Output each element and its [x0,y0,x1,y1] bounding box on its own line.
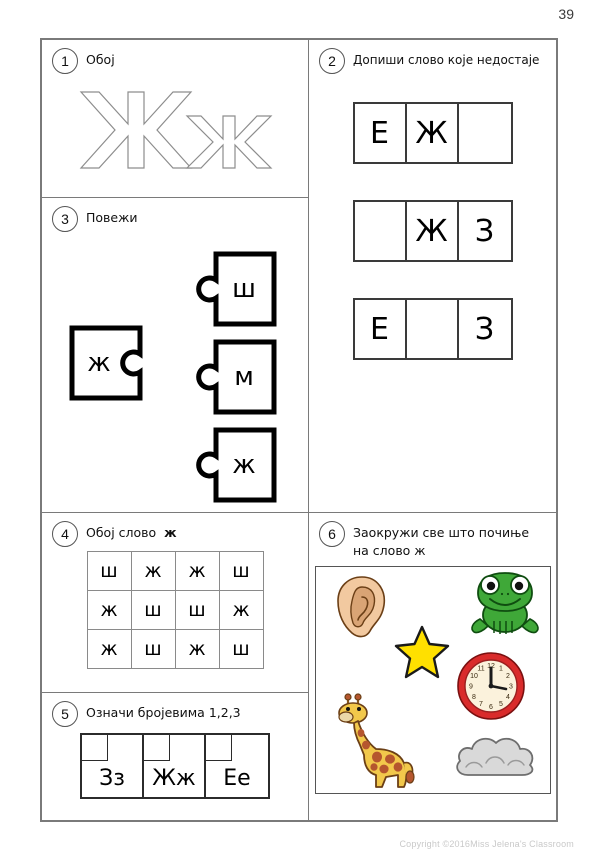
svg-text:3: 3 [508,683,513,691]
task-5-body [42,733,308,799]
word-cell[interactable]: Ж [407,104,459,162]
svg-text:7: 7 [478,701,483,709]
task-1-title: Обој [86,52,115,67]
task-5-header [42,693,308,727]
task-4-target-letter: ж [164,525,177,540]
mark-number-box[interactable] [206,735,232,761]
task-2-body [309,102,556,360]
table-row [87,552,263,591]
puzzle-piece-right-1-letter: ш [232,274,256,304]
task-6-title-wrap [319,521,556,560]
task-4-header [42,513,308,547]
grid-cell[interactable]: ш [131,630,175,669]
word-row [353,200,513,262]
task-6-title [353,521,529,560]
task-2 [309,40,556,513]
word-cell[interactable]: З [474,311,495,347]
page-number: 39 [558,6,574,22]
task-3-title: Повежи [86,210,138,225]
task-5-numbers: 1,2,3 [208,705,241,720]
word-row-wrap [309,200,556,262]
task-4-body [42,551,308,669]
word-cell[interactable]: Ж [407,202,459,260]
task-6-header [309,513,556,560]
grid-cell[interactable]: ш [219,630,263,669]
task-3-header [42,198,308,232]
task-1-header [42,40,308,74]
puzzle-piece-right-2-letter: м [234,362,254,392]
task-6-title-line-2: на слово ж [353,543,426,559]
task-2-number: 2 [319,48,345,74]
task-5-title [86,701,241,722]
cloud-icon[interactable] [452,733,538,781]
task-3 [42,198,308,513]
table-row [87,591,263,630]
puzzle-piece-left-letter: ж [87,348,111,378]
task-6-number: 6 [319,521,345,547]
grid-cell[interactable]: ш [175,591,219,630]
task-2-title: Допиши слово које недостаје [353,53,540,67]
word-row-wrap [309,102,556,164]
clock-icon[interactable] [456,651,526,721]
svg-text:11: 11 [476,665,485,673]
word-cell[interactable]: Е [355,104,407,162]
svg-text:10: 10 [469,673,478,681]
word-cell[interactable]: З [474,213,495,249]
word-row-wrap [309,298,556,360]
task-1-number: 1 [52,48,78,74]
ear-icon[interactable] [332,575,388,639]
mark-cell[interactable] [144,735,206,797]
copyright-notice: Copyright ©2016Miss Jelena's Classroom [399,839,574,849]
svg-text:2: 2 [505,673,510,681]
giraffe-icon[interactable] [330,691,418,789]
task-4-number: 4 [52,521,78,547]
grid-cell[interactable]: ш [87,552,131,591]
task-1-body [42,74,308,186]
task-1 [42,40,308,198]
mark-cell[interactable] [82,735,144,797]
grid-cell[interactable]: ж [175,552,219,591]
task-5 [42,693,308,820]
task-4 [42,513,308,693]
mark-number-box[interactable] [144,735,170,761]
star-icon[interactable] [394,625,450,679]
word-row [353,298,513,360]
letter-grid [87,551,264,669]
svg-text:4: 4 [505,694,510,702]
task-3-number: 3 [52,206,78,232]
mark-cell-label: Ее [223,766,251,791]
grid-cell[interactable]: ж [175,630,219,669]
word-cell[interactable]: Е [355,300,407,358]
left-column [42,40,309,820]
grid-cell[interactable]: ж [87,630,131,669]
svg-text:5: 5 [498,701,503,709]
task-5-number: 5 [52,701,78,727]
task-6 [309,513,556,820]
svg-text:8: 8 [471,694,476,702]
worksheet-frame [40,38,558,822]
mark-cell-label: Жж [152,766,196,791]
grid-cell[interactable]: ж [219,591,263,630]
word-cell[interactable] [459,104,511,162]
svg-text:9: 9 [468,683,473,691]
mark-number-box[interactable] [82,735,108,761]
outlined-letters-zhe [75,80,275,180]
grid-cell[interactable]: ж [87,591,131,630]
grid-cell[interactable]: ш [131,591,175,630]
task-2-header [309,40,556,74]
mark-cell-label: Зз [99,766,125,791]
task-3-body [42,232,308,487]
picture-panel [315,566,551,794]
word-cell[interactable] [355,202,407,260]
mark-row [80,733,270,799]
mark-cell[interactable] [206,735,268,797]
task-6-title-line-1: Заокружи све што почиње [353,525,530,540]
svg-text:1: 1 [498,665,503,673]
puzzle-piece-right-3-letter: ж [232,450,256,480]
right-column [309,40,556,820]
grid-cell[interactable]: ш [219,552,263,591]
grid-cell[interactable]: ж [131,552,175,591]
frog-icon[interactable] [468,571,542,637]
table-row [87,630,263,669]
word-cell[interactable] [407,300,459,358]
task-4-title-text: Обој слово [86,525,157,540]
task-4-title [86,521,177,542]
svg-text:6: 6 [488,704,493,712]
word-row [353,102,513,164]
svg-text:12: 12 [486,663,495,671]
task-5-title-text: Означи бројевима [86,705,205,720]
